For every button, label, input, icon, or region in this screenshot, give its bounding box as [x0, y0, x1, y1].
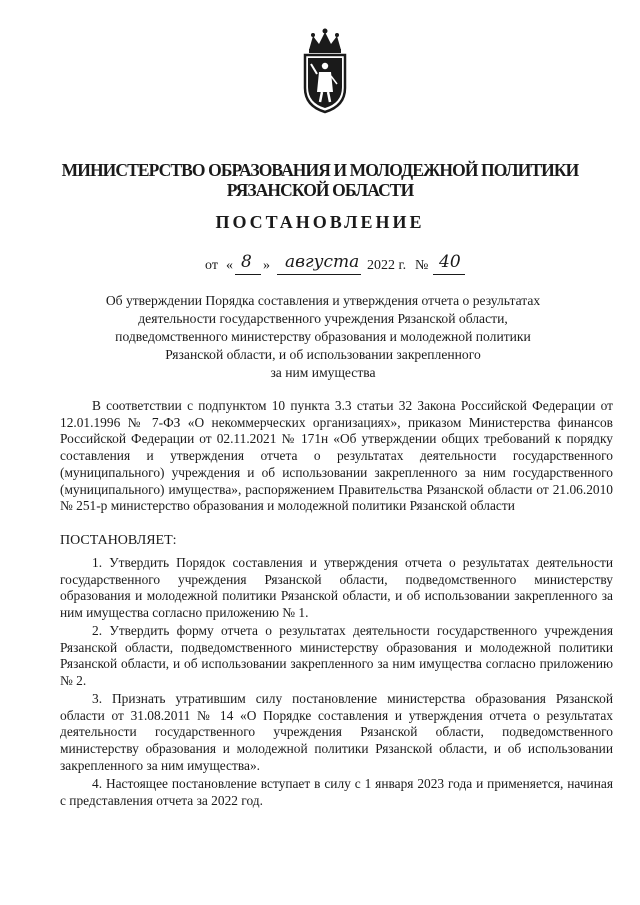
- number-underline: [433, 274, 465, 275]
- number-sign: №: [415, 258, 429, 273]
- subject-line: Рязанской области, и об использовании закрепленного: [165, 347, 481, 362]
- open-quote: «: [226, 258, 233, 273]
- subject-line: за ним имущества: [270, 365, 376, 380]
- document-number: 40: [439, 252, 461, 272]
- date-month: августа: [285, 252, 360, 272]
- day-underline: [235, 274, 261, 275]
- ministry-name: МИНИСТЕРСТВО ОБРАЗОВАНИЯ И МОЛОДЕЖНОЙ ПОЛИТИКИ: [61, 160, 579, 180]
- date-year: 2022 г.: [367, 258, 407, 273]
- document-type-title: ПОСТАНОВЛЕНИЕ: [215, 212, 425, 232]
- close-quote: »: [263, 258, 270, 273]
- subject-line: Об утверждении Порядка составления и утверждения отчета о результатах: [105, 293, 541, 308]
- subject-line: деятельности государственного учреждения Рязанской области,: [138, 311, 508, 326]
- preamble-paragraph: В соответствии с подпунктом 10 пункта 3.3 статьи 32 Закона Российской Федерации от 12.01.1996 № 7-ФЗ «О некоммерческих организациях», приказом Министерства финансов Российской Федерации от 02.11.2021 № 171н «Об утверждении общих требований к порядку составления и утверждения отчета о результатах деятельности государственного (муниципального) учреждения и об использовании закрепленного за ним государственного (муниципального) имущества», распоряжением Правительства Рязанской области от 21.06.2010 № 251-р министерство образования и молодежной политики Рязанской области: [60, 398, 613, 514]
- date-day: 8: [241, 252, 252, 272]
- clause-2: 2. Утвердить форму отчета о результатах деятельности государственного учреждения Рязанской области, подведомственного министерству образования и молодежной политики Рязанской области, и об использовании закрепленного за ним имущества согласно приложению № 2.: [60, 623, 613, 689]
- document-subject: [78, 292, 568, 382]
- date-prefix: от: [205, 258, 218, 273]
- month-underline: [277, 274, 361, 275]
- ryazan-coat-of-arms-icon: [295, 28, 355, 114]
- date-line: [205, 252, 505, 276]
- ministry-region: РЯЗАНСКОЙ ОБЛАСТИ: [226, 180, 414, 200]
- clause-4: 4. Настоящее постановление вступает в силу с 1 января 2023 года и применяется, начиная с представления отчета за 2022 год.: [60, 776, 613, 808]
- clause-3: 3. Признать утратившим силу постановление министерства образования Рязанской области от 31.08.2011 № 14 «О Порядке составления и утверждения отчета о результатах деятельности государственного учреждения Рязанской области, подведомственного министерству образования и молодежной политики Рязанской области, и об использовании закрепленного за ним имущества».: [60, 691, 613, 773]
- subject-line: подведомственного министерству образования и молодежной политики: [115, 329, 531, 344]
- clause-1: 1. Утвердить Порядок составления и утверждения отчета о результатах деятельности государственного учреждения Рязанской области, подведомственного министерству образования и молодежной политики Рязанской области, и об использовании закрепленного за ним имущества согласно приложению № 1.: [60, 555, 613, 621]
- resolves-heading: ПОСТАНОВЛЯЕТ:: [60, 533, 177, 548]
